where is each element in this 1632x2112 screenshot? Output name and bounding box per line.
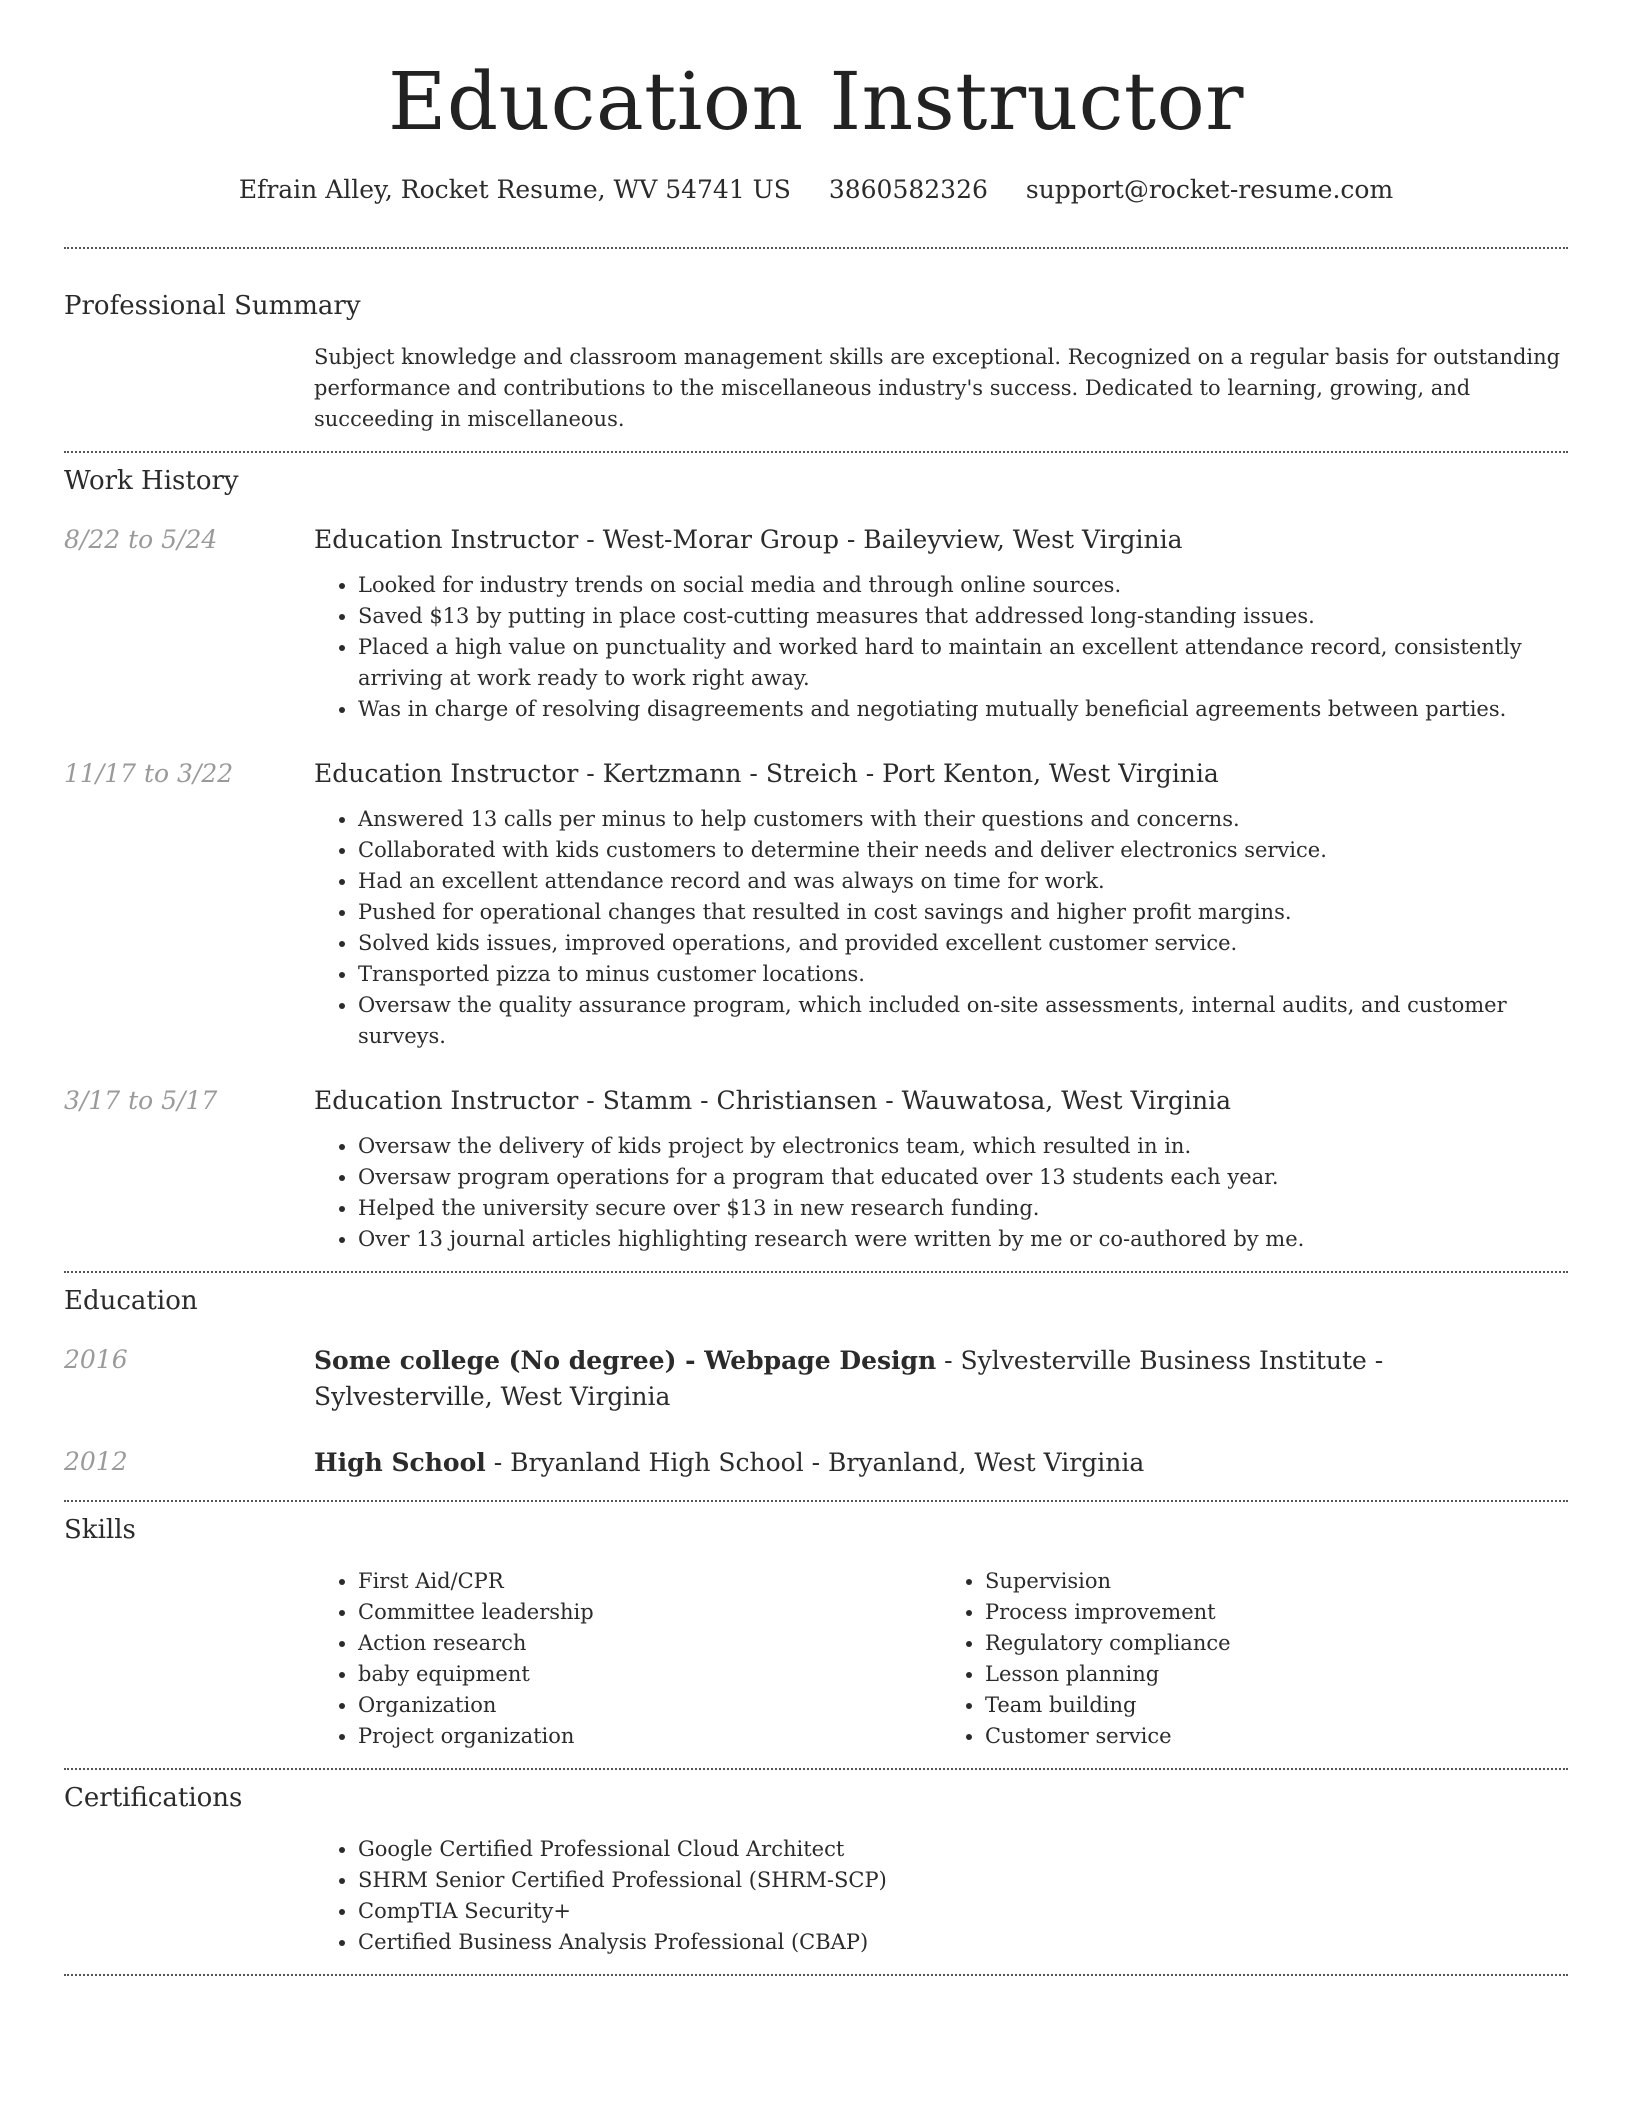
- section-title-work: Work History: [64, 466, 239, 496]
- list-item: • Customer service: [985, 1721, 1568, 1752]
- job-heading: Education Instructor - West-Morar Group - Baileyview, West Virginia: [314, 525, 1183, 554]
- job-dates: 3/17 to 5/17: [64, 1086, 218, 1115]
- list-item: • Collaborated with kids customers to determine their needs and deliver electronics service.: [358, 835, 1568, 866]
- certifications-block: [314, 1834, 1568, 1958]
- education-degree: High School: [314, 1448, 486, 1477]
- list-item: • Over 13 journal articles highlighting research were written by me or co-authored by me.: [358, 1224, 1568, 1255]
- skills-grid: [314, 1566, 1568, 1752]
- divider: [64, 1768, 1568, 1770]
- list-item: • Supervision: [985, 1566, 1568, 1597]
- divider: [64, 247, 1568, 249]
- education-entry: [64, 1343, 1568, 1415]
- list-item: • Transported pizza to minus customer locations.: [358, 959, 1568, 990]
- certifications-list: [314, 1834, 1568, 1958]
- divider: [64, 1500, 1568, 1502]
- contact-line: [64, 172, 1568, 208]
- list-item: • baby equipment: [358, 1659, 941, 1690]
- education-school: - Sylvesterville Business Institute - Sylvesterville, West Virginia: [314, 1346, 1384, 1411]
- list-item: • Was in charge of resolving disagreements and negotiating mutually beneficial agreements between parties.: [358, 694, 1568, 725]
- list-item: • Project organization: [358, 1721, 941, 1752]
- list-item: • Looked for industry trends on social media and through online sources.: [358, 570, 1568, 601]
- resume-page: [64, 0, 1568, 1976]
- list-item: • Oversaw program operations for a program that educated over 13 students each year.: [358, 1162, 1568, 1193]
- contact-email: support@rocket-resume.com: [1025, 175, 1394, 204]
- list-item: • Team building: [985, 1690, 1568, 1721]
- contact-address: Efrain Alley, Rocket Resume, WV 54741 US: [238, 175, 791, 204]
- list-item: • Regulatory compliance: [985, 1628, 1568, 1659]
- list-item: • SHRM Senior Certified Professional (SHRM-SCP): [358, 1865, 1568, 1896]
- job-entry: [64, 523, 1568, 725]
- list-item: • Saved $13 by putting in place cost-cutting measures that addressed long-standing issues.: [358, 601, 1568, 632]
- list-item: • First Aid/CPR: [358, 1566, 941, 1597]
- education-entry: [64, 1445, 1568, 1481]
- job-heading: Education Instructor - Kertzmann - Streich - Port Kenton, West Virginia: [314, 759, 1219, 788]
- list-item: • CompTIA Security+: [358, 1896, 1568, 1927]
- list-item: • Oversaw the delivery of kids project by electronics team, which resulted in in.: [358, 1131, 1568, 1162]
- list-item: • Placed a high value on punctuality and worked hard to maintain an excellent attendance record, consistently arriving at work ready to work right away.: [358, 632, 1568, 694]
- section-title-skills: Skills: [64, 1515, 136, 1545]
- list-item: • Solved kids issues, improved operations, and provided excellent customer service.: [358, 928, 1568, 959]
- list-item: • Answered 13 calls per minus to help customers with their questions and concerns.: [358, 804, 1568, 835]
- education-heading: [314, 1343, 1568, 1415]
- list-item: • Certified Business Analysis Professional (CBAP): [358, 1927, 1568, 1958]
- skills-list-right: [941, 1566, 1568, 1752]
- job-dates: 8/22 to 5/24: [64, 525, 218, 554]
- list-item: • Action research: [358, 1628, 941, 1659]
- education-school: - Bryanland High School - Bryanland, West Virginia: [485, 1448, 1145, 1477]
- list-item: • Process improvement: [985, 1597, 1568, 1628]
- list-item: • Had an excellent attendance record and was always on time for work.: [358, 866, 1568, 897]
- job-bullets: [314, 1131, 1568, 1255]
- education-heading: [314, 1445, 1568, 1481]
- summary-text: Subject knowledge and classroom management skills are exceptional. Recognized on a regular basis for outstanding performance and contributions to the miscellaneous industry's success. Dedicated to learning, growing, and succeeding in miscellaneous.: [314, 345, 1561, 431]
- list-item: • Organization: [358, 1690, 941, 1721]
- education-year: 2016: [64, 1345, 128, 1374]
- job-entry: [64, 757, 1568, 1052]
- skills-list-left: [314, 1566, 941, 1752]
- job-bullets: [314, 570, 1568, 725]
- job-dates: 11/17 to 3/22: [64, 759, 234, 788]
- list-item: • Committee leadership: [358, 1597, 941, 1628]
- contact-phone: 3860582326: [828, 175, 988, 204]
- job-bullets: [314, 804, 1568, 1052]
- list-item: • Helped the university secure over $13 in new research funding.: [358, 1193, 1568, 1224]
- job-heading: Education Instructor - Stamm - Christiansen - Wauwatosa, West Virginia: [314, 1086, 1232, 1115]
- job-entry: [64, 1084, 1568, 1255]
- section-title-education: Education: [64, 1286, 198, 1316]
- resume-title: Education Instructor: [388, 55, 1244, 148]
- list-item: • Pushed for operational changes that resulted in cost savings and higher profit margins.: [358, 897, 1568, 928]
- divider: [64, 1974, 1568, 1976]
- divider: [64, 1271, 1568, 1273]
- list-item: • Google Certified Professional Cloud Architect: [358, 1834, 1568, 1865]
- list-item: • Lesson planning: [985, 1659, 1568, 1690]
- education-degree: Some college (No degree) - Webpage Design: [314, 1346, 937, 1375]
- education-year: 2012: [64, 1447, 128, 1476]
- list-item: • Oversaw the quality assurance program, which included on-site assessments, internal audits, and customer surveys.: [358, 990, 1568, 1052]
- section-title-summary: Professional Summary: [64, 291, 361, 321]
- section-title-certifications: Certifications: [64, 1783, 243, 1813]
- divider: [64, 451, 1568, 453]
